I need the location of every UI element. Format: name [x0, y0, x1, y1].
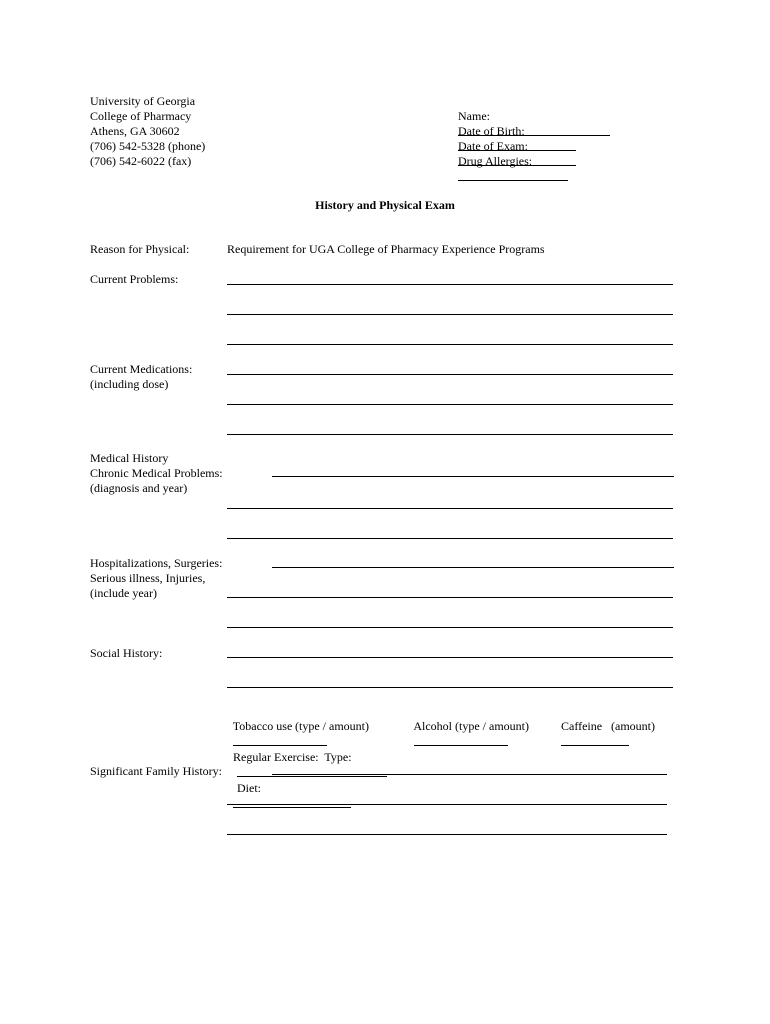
exercise-label: Regular Exercise: Type:	[233, 750, 352, 764]
chronic-problems-label: Chronic Medical Problems:	[90, 466, 223, 480]
include-year-label: (include year)	[90, 586, 157, 600]
caffeine-input-line[interactable]	[561, 734, 629, 746]
page-title: History and Physical Exam	[315, 198, 455, 212]
serious-illness-label: Serious illness, Injuries,	[90, 571, 206, 585]
dob-label: Date of Birth:	[458, 124, 525, 138]
alcohol-hint: (type / amount)	[455, 719, 529, 733]
alcohol-label: Alcohol	[413, 719, 453, 733]
hospitalizations-line-2[interactable]	[227, 597, 673, 598]
alcohol-input-line[interactable]	[414, 734, 508, 746]
caffeine-hint: (amount)	[611, 719, 655, 733]
medical-history-line-3[interactable]	[227, 538, 673, 539]
family-history-label: Significant Family History:	[90, 764, 222, 778]
current-medications-line-2[interactable]	[227, 404, 673, 405]
diet-label: Diet:	[237, 781, 261, 795]
social-history-line-1[interactable]	[227, 657, 673, 658]
institution-phone: (706) 542-5328 (phone)	[90, 139, 206, 153]
hospitalizations-line-1[interactable]	[272, 567, 674, 568]
current-problems-line-2[interactable]	[227, 314, 673, 315]
medical-history-line-2[interactable]	[227, 508, 673, 509]
current-problems-label: Current Problems:	[90, 272, 179, 286]
caffeine-label: Caffeine	[561, 719, 603, 733]
family-history-line-2[interactable]	[227, 804, 667, 805]
current-medications-label: Current Medications:	[90, 362, 193, 376]
institution-fax: (706) 542-6022 (fax)	[90, 154, 192, 168]
social-history-label: Social History:	[90, 646, 163, 660]
exam-date-label: Date of Exam:	[458, 139, 528, 153]
exercise-input-line[interactable]	[237, 765, 387, 777]
allergies-label: Drug Allergies:	[458, 154, 533, 168]
family-history-line-3[interactable]	[227, 834, 667, 835]
name-label: Name:	[458, 109, 490, 123]
tobacco-label: Tobacco use	[232, 719, 293, 733]
current-problems-line-3[interactable]	[227, 344, 673, 345]
allergies-input-line[interactable]	[458, 169, 568, 181]
institution-address: Athens, GA 30602	[90, 124, 180, 138]
allergies-field	[452, 139, 568, 185]
reason-value: Requirement for UGA College of Pharmacy Experience Programs	[227, 242, 545, 256]
current-medications-sublabel: (including dose)	[90, 377, 169, 391]
institution-college: College of Pharmacy	[90, 109, 192, 123]
hospitalizations-line-3[interactable]	[227, 627, 673, 628]
social-history-line-2[interactable]	[227, 687, 673, 688]
current-medications-line-1[interactable]	[227, 374, 673, 375]
chronic-problems-sublabel: (diagnosis and year)	[90, 481, 188, 495]
medical-history-line-1[interactable]	[272, 476, 674, 477]
family-history-line-1[interactable]	[272, 774, 667, 775]
current-medications-line-3[interactable]	[227, 434, 673, 435]
institution-name: University of Georgia	[90, 94, 196, 108]
current-problems-line-1[interactable]	[227, 284, 673, 285]
reason-label: Reason for Physical:	[90, 242, 190, 256]
diet-input-line[interactable]	[233, 796, 351, 808]
hospitalizations-label: Hospitalizations, Surgeries:	[90, 556, 223, 570]
medical-history-heading: Medical History	[90, 451, 169, 465]
tobacco-hint: (type / amount)	[295, 719, 369, 733]
